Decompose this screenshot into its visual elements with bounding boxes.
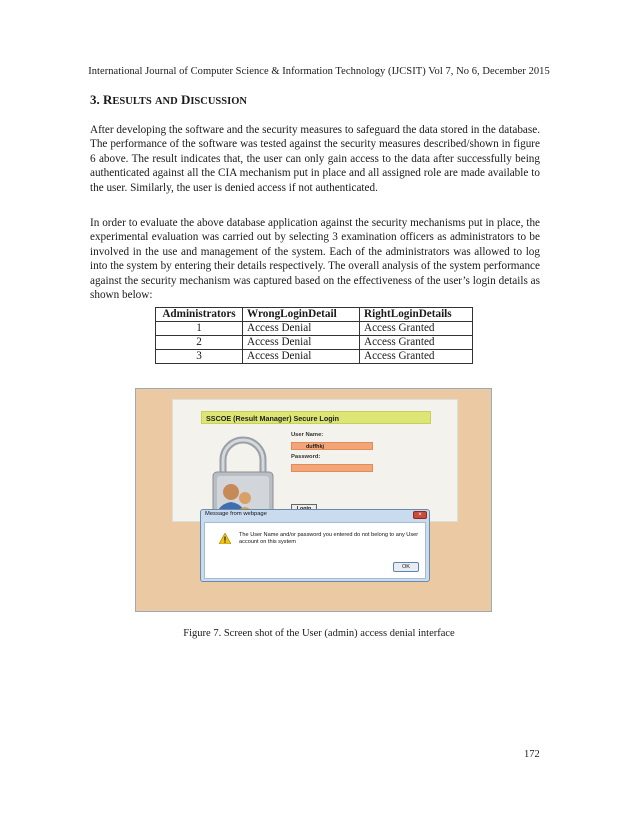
section-word-results-initial: R [103, 92, 113, 107]
table-header-cell: RightLoginDetails [360, 308, 473, 322]
results-table [155, 307, 473, 364]
table-cell: 2 [156, 336, 243, 350]
password-input[interactable] [291, 464, 373, 472]
login-panel [172, 399, 458, 522]
section-word-discussion-initial: D [180, 92, 191, 107]
section-word-results-rest: ESULTS [112, 96, 152, 107]
table-cell: Access Denial [243, 350, 360, 364]
section-word-discussion-rest: ISCUSSION [190, 96, 247, 107]
table-row [156, 350, 473, 364]
table-cell: Access Granted [360, 336, 473, 350]
table-cell: Access Granted [360, 350, 473, 364]
dialog-title: Message from webpage [205, 511, 267, 517]
journal-header: International Journal of Computer Science & Information Technology (IJCSIT) Vol 7, No 6, December 2015 [88, 66, 550, 77]
page-number: 172 [524, 749, 540, 760]
dialog-body [204, 522, 426, 579]
section-word-and: AND [154, 96, 178, 107]
warning-icon [219, 533, 231, 544]
close-icon[interactable]: × [413, 511, 427, 519]
username-input[interactable]: duffhkj [291, 442, 373, 450]
table-row [156, 336, 473, 350]
table-header-row [156, 308, 473, 322]
table-cell: Access Granted [360, 322, 473, 336]
username-label: User Name: [291, 432, 324, 438]
section-title [90, 92, 247, 108]
dialog-message: The User Name and/or password you entered do not belong to any User account on this system [239, 532, 419, 546]
ok-button[interactable]: OK [393, 562, 419, 572]
app-title-bar: SSCOE (Result Manager) Secure Login [201, 411, 431, 424]
table-cell: 3 [156, 350, 243, 364]
alert-dialog [200, 509, 430, 582]
padlock-user-icon [201, 434, 291, 520]
table-header-cell: Administrators [156, 308, 243, 322]
figure-screenshot [135, 388, 492, 612]
paragraph-1: After developing the software and the security measures to safeguard the data stored in the database. The performance of the software was tested against the security measures described/shown in figure 6 above. The result indicates that, the user can only gain access to the data after successfully being authenticated against all the CIA mechanism put in place and all assigned role are made available to the user. Similarly, the user is denied access if not authenticated. [90, 124, 540, 194]
figure-caption: Figure 7. Screen shot of the User (admin) access denial interface [183, 628, 455, 639]
table-header-cell: WrongLoginDetail [243, 308, 360, 322]
paragraph-2: In order to evaluate the above database application against the security mechanisms put in place, the experimental evaluation was carried out by selecting 3 examination officers as administrators to be involved in the use and management of the system. Each of the administrators was allowed to log into the system by entering their details respectively. The overall analysis of the system performance against the security mechanism was captured based on the effectiveness of the user’s login details as shown below: [90, 217, 540, 302]
table-cell: Access Denial [243, 322, 360, 336]
password-label: Password: [291, 454, 321, 460]
table-cell: 1 [156, 322, 243, 336]
table-row [156, 322, 473, 336]
table-cell: Access Denial [243, 336, 360, 350]
section-number: 3. [90, 92, 100, 107]
